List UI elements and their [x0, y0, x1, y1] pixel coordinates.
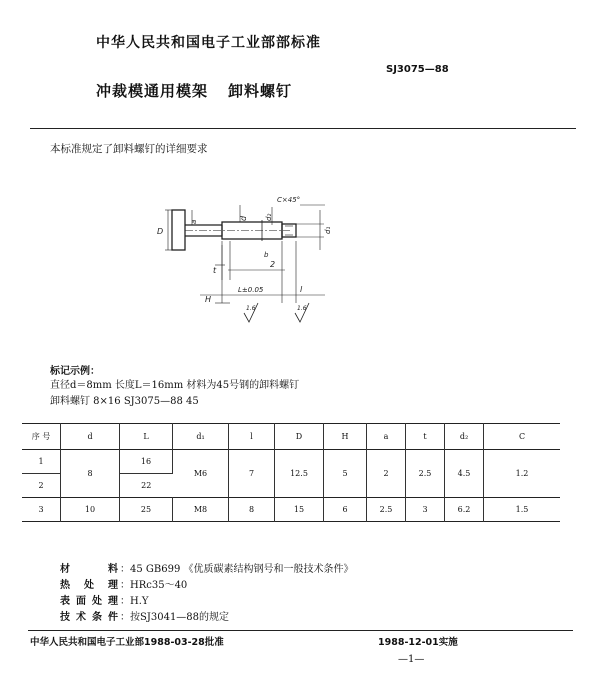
approval-line: 中华人民共和国电子工业部1988-03-28批准 [30, 637, 224, 648]
issuing-authority: 中华人民共和国电子工业部部标准 [96, 35, 321, 51]
cell-d: 8 [61, 450, 120, 498]
cell-D: 15 [275, 498, 324, 522]
col-C: C [518, 432, 526, 441]
cell-L: 25 [120, 498, 173, 522]
label-t: t [213, 266, 217, 275]
note-value: 按SJ3041—88的规定 [130, 612, 230, 623]
note-value: H.Y [130, 596, 149, 607]
note-heat-treatment: 热处理 ：HRc35～40 [60, 578, 354, 594]
roughness-left-value: 1.6 [246, 305, 256, 312]
cell-no: 3 [22, 498, 61, 522]
cell-t: 2.5 [406, 450, 445, 498]
label-H: H [205, 295, 212, 304]
note-label: 材料 [60, 564, 118, 575]
technical-notes [60, 562, 354, 626]
col-a: a [367, 424, 406, 450]
scope-statement: 本标准规定了卸料螺钉的详细要求 [50, 143, 208, 155]
col-no: 序 号 [22, 424, 61, 450]
label-a: a [190, 219, 198, 224]
standard-number: SJ3075—88 [386, 64, 449, 75]
cell-C: 1.5 [515, 505, 529, 514]
cell-H: 6 [324, 498, 367, 522]
screw-drawing [150, 185, 340, 335]
cell-d1: M6 [173, 450, 229, 498]
cell-no: 2 [22, 474, 61, 498]
dimension-table [22, 423, 560, 522]
cell-d2: 4.5 [445, 450, 484, 498]
marking-example-heading: 标记示例： [50, 366, 100, 377]
note-label: 技术条件 [60, 612, 118, 623]
label-l: l [300, 285, 303, 294]
cell-a: 2.5 [367, 498, 406, 522]
table-row [22, 450, 560, 474]
marking-example-line1: 直径d＝8mm 长度L＝16mm 材料为45号钢的卸料螺钉 [50, 380, 300, 391]
col-H: H [324, 424, 367, 450]
cell-D: 12.5 [275, 450, 324, 498]
cell-l: 7 [229, 450, 275, 498]
table-header-row [22, 424, 560, 450]
cell-d: 10 [61, 498, 120, 522]
label-2: 2 [270, 260, 276, 269]
cell-H: 5 [324, 450, 367, 498]
note-technical-conditions: 技术条件 ：按SJ3041—88的规定 [60, 610, 354, 626]
screw-head [172, 210, 185, 250]
cell-C: 1.2 [515, 469, 529, 478]
label-b: b [264, 251, 269, 259]
page-number: —1— [398, 654, 425, 665]
table-row [22, 498, 560, 522]
note-label: 表面处理 [60, 596, 118, 607]
cell-L: 22 [141, 481, 152, 490]
col-L: L [120, 424, 173, 450]
note-label: 热处理 [60, 580, 118, 591]
col-d1: d₁ [173, 424, 229, 450]
label-L: L±0.05 [238, 286, 264, 294]
col-l: l [229, 424, 275, 450]
footer-rule [28, 630, 573, 631]
note-surface-treatment: 表面处理 ：H.Y [60, 594, 354, 610]
cell-L: 16 [120, 450, 173, 474]
label-D: D [157, 227, 164, 236]
cell-t: 3 [406, 498, 445, 522]
note-material: 材料 ：45 GB699 《优质碳素结构钢号和一般技术条件》 [60, 562, 354, 578]
col-d2: d₂ [445, 424, 484, 450]
title-main: 冲裁模通用模架 [96, 82, 209, 100]
header-rule [30, 128, 576, 129]
label-d2: d₂ [265, 213, 273, 221]
cell-no: 1 [22, 450, 61, 474]
label-chamfer: C×45° [277, 196, 301, 204]
label-d1: d₁ [324, 226, 332, 234]
col-t: t [406, 424, 445, 450]
col-D: D [275, 424, 324, 450]
title-sub: 卸料螺钉 [228, 82, 293, 100]
marking-example-line2: 卸料螺钉 8×16 SJ3075—88 45 [50, 396, 199, 407]
cell-d1: M8 [173, 498, 229, 522]
cell-l: 8 [229, 498, 275, 522]
roughness-right-value: 1.6 [297, 305, 307, 312]
note-value: 45 GB699 《优质碳素结构钢号和一般技术条件》 [130, 564, 354, 575]
note-value: HRc35～40 [130, 580, 188, 591]
document-title [96, 80, 292, 101]
cell-d2: 6.2 [445, 498, 484, 522]
implementation-date: 1988-12-01实施 [378, 637, 458, 648]
col-d: d [61, 424, 120, 450]
label-d: d [239, 215, 248, 221]
cell-a: 2 [367, 450, 406, 498]
